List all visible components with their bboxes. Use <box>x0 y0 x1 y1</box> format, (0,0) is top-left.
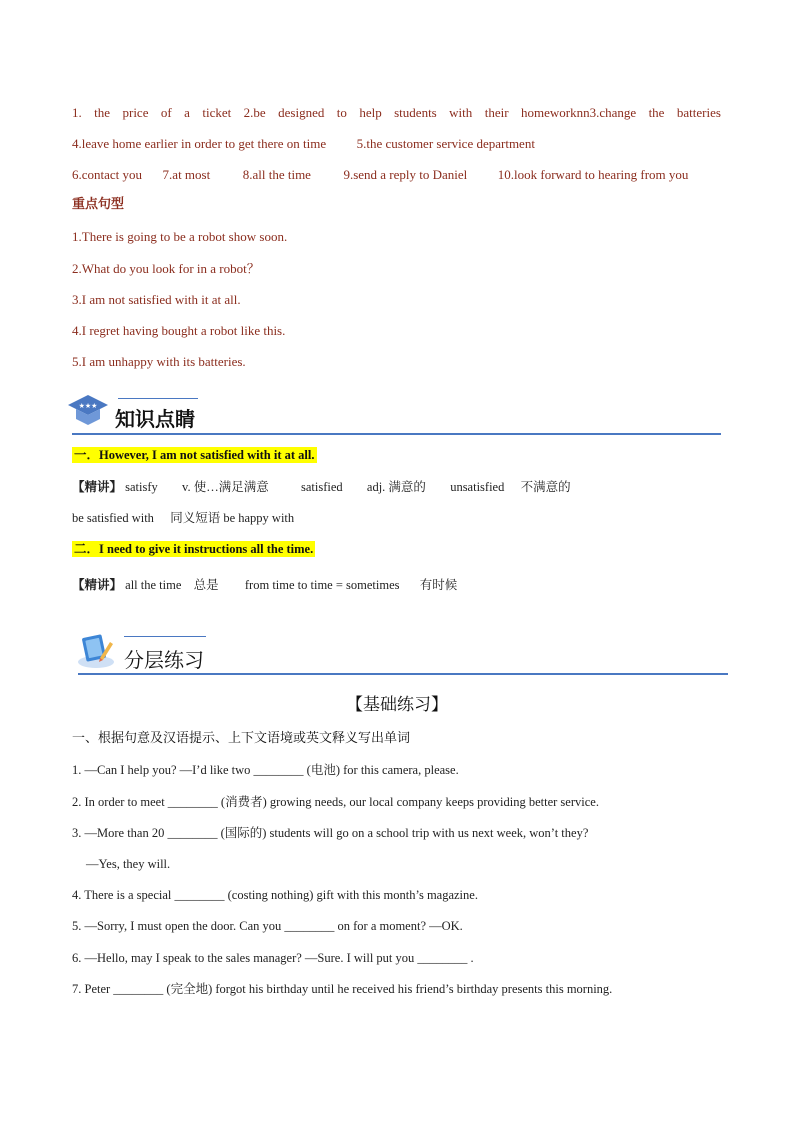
phrase-row-3 <box>72 166 688 184</box>
meaning-always: 总是 <box>193 578 219 592</box>
phrase-word: of <box>160 105 172 120</box>
phrase-word: price <box>122 105 149 120</box>
point-2-heading <box>72 540 315 558</box>
notebook-pencil-icon <box>76 632 116 670</box>
phrase-10: 10.look forward to hearing from you <box>497 167 689 182</box>
basic-practice-heading: 【基础练习】 <box>346 695 448 715</box>
phrase-word: the <box>94 105 111 120</box>
phrase-word: ticket <box>202 105 232 120</box>
phrase-5: 5.the customer service department <box>356 136 535 151</box>
phrase-word: their <box>484 105 509 120</box>
word-satisfy-meaning: v. 使…满足满意 <box>182 480 269 494</box>
question-3-answer: —Yes, they will. <box>86 857 171 871</box>
key-sentence-5: 5.I am unhappy with its batteries. <box>72 354 246 369</box>
phrase-word: students <box>394 105 437 120</box>
svg-text:★★★: ★★★ <box>78 402 98 410</box>
phrase-8: 8.all the time <box>242 167 311 182</box>
phrase-word: designed <box>278 105 325 120</box>
knowledge-title: 知识点睛 <box>115 407 195 431</box>
phrase-word: to <box>336 105 347 120</box>
title-overline <box>118 398 198 399</box>
point-1-synonym <box>72 509 294 527</box>
synonym-label: 同义短语 <box>170 511 221 525</box>
explain-tag: 【精讲】 <box>72 577 123 592</box>
question-6: 6. —Hello, may I speak to the sales manager? —Sure. I will put you ________ . <box>72 951 474 965</box>
key-sentence-3: 3.I am not satisfied with it at all. <box>72 292 241 307</box>
key-sentences-heading: 重点句型 <box>72 197 125 212</box>
question-7: 7. Peter ________ (完全地) forgot his birthday until he received his friend’s birthday presents this morning. <box>72 982 613 996</box>
phrase-word: help <box>359 105 382 120</box>
point-1-explanation <box>72 478 571 496</box>
phrase-9: 9.send a reply to Daniel <box>343 167 468 182</box>
key-sentence-1: 1.There is going to be a robot show soon. <box>72 229 288 244</box>
phrase-word: homeworknn3.change <box>520 105 637 120</box>
title-overline <box>124 636 206 637</box>
word-unsatisfied: unsatisfied <box>450 480 505 494</box>
word-satisfied: satisfied <box>300 480 343 494</box>
phrase-be-happy-with: be happy with <box>223 511 295 525</box>
word-satisfied-meaning: adj. 满意的 <box>366 480 426 494</box>
phrase-7: 7.at most <box>162 167 211 182</box>
explain-tag: 【精讲】 <box>72 479 123 494</box>
point-2-explanation <box>72 576 457 594</box>
phrase-word: the <box>648 105 665 120</box>
question-2: 2. In order to meet ________ (消费者) growing needs, our local company keeps providing better service. <box>72 795 599 809</box>
phrase-4: 4.leave home earlier in order to get there on time <box>72 136 327 151</box>
question-1: 1. —Can I help you? —I’d like two ________ (电池) for this camera, please. <box>72 763 459 777</box>
point-2-heading-text: 二．I need to give it instructions all the time. <box>74 542 314 556</box>
question-5: 5. —Sorry, I must open the door. Can you ________ on for a moment? —OK. <box>72 919 463 933</box>
phrase-row-1 <box>72 104 721 122</box>
question-3: 3. —More than 20 ________ (国际的) students will go on a school trip with us next week, won’t they? <box>72 826 589 840</box>
word-satisfy: satisfy <box>125 480 158 494</box>
question-4: 4. There is a special ________ (costing nothing) gift with this month’s magazine. <box>72 888 478 902</box>
key-sentence-2: 2.What do you look for in a robot？ <box>72 261 260 276</box>
phrase-be-satisfied-with: be satisfied with <box>72 511 154 525</box>
word-unsatisfied-meaning: 不满意的 <box>520 480 571 494</box>
practice-title: 分层练习 <box>124 648 204 672</box>
key-sentence-4: 4.I regret having bought a robot like this. <box>72 323 286 338</box>
graduation-cap-icon <box>66 393 110 429</box>
phrase-word: 2.be <box>243 105 266 120</box>
section-divider <box>78 673 728 675</box>
phrase-all-the-time: all the time <box>125 578 182 592</box>
phrase-word: 1. <box>72 105 82 120</box>
point-1-heading-text: 一．However, I am not satisfied with it at all. <box>74 448 315 462</box>
phrase-row-2 <box>72 135 535 153</box>
meaning-sometimes: 有时候 <box>419 578 458 592</box>
practice-instruction: 一、根据句意及汉语提示、上下文语境或英文释义写出单词 <box>72 731 411 746</box>
phrase-from-time-to-time: from time to time = sometimes <box>244 578 400 592</box>
phrase-word: batteries <box>676 105 721 120</box>
phrase-word: with <box>449 105 473 120</box>
section-divider <box>72 433 721 435</box>
phrase-6: 6.contact you <box>72 167 143 182</box>
phrase-word: a <box>184 105 190 120</box>
point-1-heading <box>72 446 317 464</box>
